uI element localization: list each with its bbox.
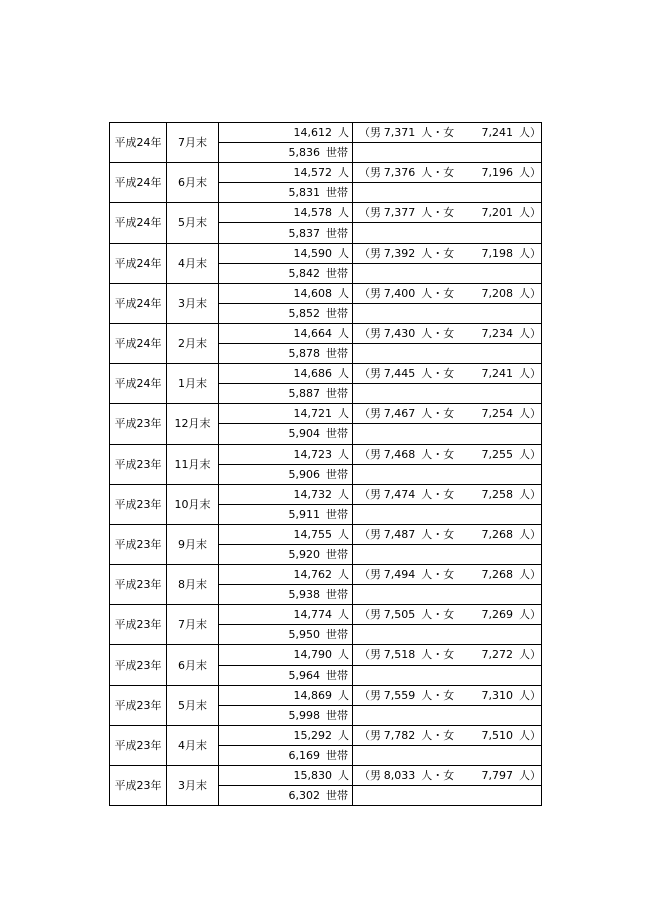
male-prefix-label: （男 [359,326,381,340]
households-value: 5,842 [288,266,320,280]
households-value: 5,831 [288,186,320,200]
closing-person-label: 人） [519,367,541,381]
total-population-cell [219,283,353,303]
male-prefix-label: （男 [359,728,381,742]
person-unit-label: 人 [338,286,349,300]
household-unit-label: 世帯 [326,628,348,642]
male-prefix-label: （男 [359,648,381,662]
households-cell [219,504,353,524]
table-row-population [110,685,542,705]
households-value: 6,302 [288,789,320,803]
person-unit-label: 人 [338,407,349,421]
total-population-value: 14,664 [293,326,332,340]
female-prefix-label: 人・女 [421,527,455,541]
table-row-population [110,163,542,183]
household-unit-label: 世帯 [326,306,348,320]
female-prefix-label: 人・女 [421,447,455,461]
female-count-value: 7,258 [481,487,513,501]
person-unit-label: 人 [338,206,349,220]
person-unit-label: 人 [338,688,349,702]
table-row-population [110,524,542,544]
female-count-value: 7,269 [481,608,513,622]
year-cell: 平成23年 [110,725,167,765]
empty-cell [353,585,542,605]
households-cell [219,464,353,484]
table-row-population [110,645,542,665]
empty-cell [353,424,542,444]
table-row-population [110,123,542,143]
year-cell: 平成24年 [110,163,167,203]
female-count-value: 7,208 [481,286,513,300]
male-prefix-label: （男 [359,246,381,260]
male-count-value: 7,392 [383,246,416,260]
closing-person-label: 人） [519,487,541,501]
female-prefix-label: 人・女 [421,487,455,501]
male-count-value: 7,474 [383,487,416,501]
empty-cell [353,786,542,806]
gender-breakdown-cell [353,524,542,544]
household-unit-label: 世帯 [326,427,348,441]
households-value: 5,998 [288,708,320,722]
male-prefix-label: （男 [359,608,381,622]
total-population-cell [219,123,353,143]
households-cell [219,665,353,685]
month-cell: 4月末 [167,725,219,765]
person-unit-label: 人 [338,246,349,260]
year-cell: 平成24年 [110,323,167,363]
person-unit-label: 人 [338,126,349,140]
female-prefix-label: 人・女 [421,326,455,340]
households-cell [219,544,353,564]
male-count-value: 7,376 [383,166,416,180]
household-unit-label: 世帯 [326,588,348,602]
gender-breakdown-cell [353,404,542,424]
person-unit-label: 人 [338,568,349,582]
closing-person-label: 人） [519,326,541,340]
female-prefix-label: 人・女 [421,688,455,702]
total-population-cell [219,444,353,464]
households-cell [219,625,353,645]
household-unit-label: 世帯 [326,387,348,401]
total-population-cell [219,163,353,183]
households-cell [219,384,353,404]
month-cell: 1月末 [167,364,219,404]
month-cell: 10月末 [167,484,219,524]
person-unit-label: 人 [338,728,349,742]
household-unit-label: 世帯 [326,467,348,481]
male-count-value: 7,782 [383,728,416,742]
total-population-value: 14,590 [293,246,332,260]
household-unit-label: 世帯 [326,507,348,521]
households-cell [219,745,353,765]
male-prefix-label: （男 [359,166,381,180]
closing-person-label: 人） [519,126,541,140]
female-count-value: 7,255 [481,447,513,461]
population-table-body [110,123,542,806]
year-cell: 平成24年 [110,283,167,323]
gender-breakdown-cell [353,123,542,143]
table-row-population [110,323,542,343]
male-count-value: 7,430 [383,326,416,340]
year-cell: 平成23年 [110,766,167,806]
table-row-population [110,766,542,786]
households-cell [219,585,353,605]
household-unit-label: 世帯 [326,146,348,160]
closing-person-label: 人） [519,206,541,220]
female-prefix-label: 人・女 [421,286,455,300]
table-row-population [110,404,542,424]
households-value: 5,878 [288,347,320,361]
year-cell: 平成24年 [110,123,167,163]
empty-cell [353,223,542,243]
population-table [109,122,542,806]
households-cell [219,705,353,725]
male-prefix-label: （男 [359,487,381,501]
total-population-cell [219,243,353,263]
total-population-value: 14,790 [293,648,332,662]
total-population-cell [219,605,353,625]
households-cell [219,344,353,364]
gender-breakdown-cell [353,203,542,223]
households-value: 5,964 [288,668,320,682]
closing-person-label: 人） [519,608,541,622]
year-cell: 平成23年 [110,524,167,564]
total-population-cell [219,524,353,544]
total-population-cell [219,565,353,585]
total-population-cell [219,766,353,786]
household-unit-label: 世帯 [326,668,348,682]
male-count-value: 7,505 [383,608,416,622]
female-prefix-label: 人・女 [421,769,455,783]
female-count-value: 7,310 [481,688,513,702]
total-population-value: 14,608 [293,286,332,300]
male-prefix-label: （男 [359,407,381,421]
households-value: 5,906 [288,467,320,481]
male-count-value: 7,377 [383,206,416,220]
households-cell [219,183,353,203]
male-count-value: 7,445 [383,367,416,381]
month-cell: 8月末 [167,565,219,605]
empty-cell [353,625,542,645]
male-count-value: 7,467 [383,407,416,421]
person-unit-label: 人 [338,769,349,783]
year-cell: 平成23年 [110,444,167,484]
households-cell [219,424,353,444]
total-population-cell [219,645,353,665]
table-row-population [110,203,542,223]
male-prefix-label: （男 [359,126,381,140]
year-cell: 平成24年 [110,243,167,283]
gender-breakdown-cell [353,163,542,183]
female-prefix-label: 人・女 [421,608,455,622]
empty-cell [353,303,542,323]
table-row-population [110,364,542,384]
households-value: 5,938 [288,588,320,602]
household-unit-label: 世帯 [326,347,348,361]
male-prefix-label: （男 [359,286,381,300]
female-count-value: 7,510 [481,728,513,742]
month-cell: 9月末 [167,524,219,564]
closing-person-label: 人） [519,688,541,702]
household-unit-label: 世帯 [326,708,348,722]
empty-cell [353,665,542,685]
female-count-value: 7,234 [481,326,513,340]
total-population-value: 15,830 [293,769,332,783]
male-prefix-label: （男 [359,367,381,381]
male-prefix-label: （男 [359,447,381,461]
person-unit-label: 人 [338,367,349,381]
female-count-value: 7,196 [481,166,513,180]
year-cell: 平成24年 [110,203,167,243]
female-count-value: 7,201 [481,206,513,220]
empty-cell [353,504,542,524]
empty-cell [353,745,542,765]
year-cell: 平成23年 [110,404,167,444]
empty-cell [353,544,542,564]
total-population-value: 14,721 [293,407,332,421]
gender-breakdown-cell [353,565,542,585]
female-prefix-label: 人・女 [421,728,455,742]
table-row-population [110,605,542,625]
table-row-population [110,283,542,303]
female-prefix-label: 人・女 [421,367,455,381]
male-prefix-label: （男 [359,206,381,220]
households-value: 5,836 [288,146,320,160]
female-prefix-label: 人・女 [421,568,455,582]
month-cell: 6月末 [167,645,219,685]
female-prefix-label: 人・女 [421,166,455,180]
empty-cell [353,384,542,404]
month-cell: 11月末 [167,444,219,484]
closing-person-label: 人） [519,286,541,300]
gender-breakdown-cell [353,364,542,384]
empty-cell [353,183,542,203]
month-cell: 6月末 [167,163,219,203]
closing-person-label: 人） [519,166,541,180]
male-prefix-label: （男 [359,688,381,702]
month-cell: 3月末 [167,766,219,806]
total-population-value: 15,292 [293,728,332,742]
month-cell: 5月末 [167,203,219,243]
households-value: 6,169 [288,748,320,762]
household-unit-label: 世帯 [326,226,348,240]
total-population-value: 14,723 [293,447,332,461]
empty-cell [353,344,542,364]
month-cell: 3月末 [167,283,219,323]
month-cell: 7月末 [167,123,219,163]
month-cell: 4月末 [167,243,219,283]
total-population-value: 14,578 [293,206,332,220]
month-cell: 2月末 [167,323,219,363]
total-population-value: 14,732 [293,487,332,501]
year-cell: 平成24年 [110,364,167,404]
gender-breakdown-cell [353,645,542,665]
year-cell: 平成23年 [110,645,167,685]
households-value: 5,852 [288,306,320,320]
female-count-value: 7,241 [481,126,513,140]
closing-person-label: 人） [519,527,541,541]
gender-breakdown-cell [353,283,542,303]
households-cell [219,303,353,323]
male-prefix-label: （男 [359,568,381,582]
month-cell: 5月末 [167,685,219,725]
empty-cell [353,705,542,725]
female-count-value: 7,198 [481,246,513,260]
households-cell [219,263,353,283]
female-count-value: 7,797 [481,769,513,783]
person-unit-label: 人 [338,648,349,662]
male-count-value: 8,033 [383,769,416,783]
closing-person-label: 人） [519,447,541,461]
male-count-value: 7,518 [383,648,416,662]
empty-cell [353,143,542,163]
person-unit-label: 人 [338,166,349,180]
month-cell: 12月末 [167,404,219,444]
closing-person-label: 人） [519,648,541,662]
male-prefix-label: （男 [359,769,381,783]
male-count-value: 7,400 [383,286,416,300]
total-population-value: 14,762 [293,568,332,582]
male-count-value: 7,468 [383,447,416,461]
total-population-value: 14,612 [293,126,332,140]
total-population-cell [219,484,353,504]
female-prefix-label: 人・女 [421,206,455,220]
male-count-value: 7,494 [383,568,416,582]
year-cell: 平成23年 [110,685,167,725]
households-value: 5,920 [288,548,320,562]
male-count-value: 7,371 [383,126,416,140]
households-cell [219,223,353,243]
total-population-cell [219,364,353,384]
table-row-population [110,565,542,585]
household-unit-label: 世帯 [326,548,348,562]
total-population-cell [219,725,353,745]
year-cell: 平成23年 [110,605,167,645]
household-unit-label: 世帯 [326,186,348,200]
year-cell: 平成23年 [110,565,167,605]
gender-breakdown-cell [353,685,542,705]
person-unit-label: 人 [338,447,349,461]
households-cell [219,786,353,806]
person-unit-label: 人 [338,487,349,501]
closing-person-label: 人） [519,769,541,783]
person-unit-label: 人 [338,608,349,622]
female-count-value: 7,254 [481,407,513,421]
empty-cell [353,263,542,283]
gender-breakdown-cell [353,484,542,504]
female-prefix-label: 人・女 [421,126,455,140]
person-unit-label: 人 [338,326,349,340]
female-count-value: 7,272 [481,648,513,662]
total-population-value: 14,686 [293,367,332,381]
households-value: 5,904 [288,427,320,441]
gender-breakdown-cell [353,243,542,263]
total-population-cell [219,404,353,424]
total-population-value: 14,774 [293,608,332,622]
gender-breakdown-cell [353,725,542,745]
total-population-cell [219,685,353,705]
year-cell: 平成23年 [110,484,167,524]
female-prefix-label: 人・女 [421,648,455,662]
female-count-value: 7,241 [481,367,513,381]
male-prefix-label: （男 [359,527,381,541]
female-count-value: 7,268 [481,568,513,582]
gender-breakdown-cell [353,605,542,625]
male-count-value: 7,487 [383,527,416,541]
female-count-value: 7,268 [481,527,513,541]
closing-person-label: 人） [519,568,541,582]
gender-breakdown-cell [353,766,542,786]
table-row-population [110,444,542,464]
total-population-value: 14,572 [293,166,332,180]
total-population-value: 14,869 [293,688,332,702]
household-unit-label: 世帯 [326,789,348,803]
household-unit-label: 世帯 [326,266,348,280]
table-row-population [110,725,542,745]
total-population-value: 14,755 [293,527,332,541]
households-value: 5,911 [288,507,320,521]
closing-person-label: 人） [519,407,541,421]
gender-breakdown-cell [353,444,542,464]
households-value: 5,950 [288,628,320,642]
household-unit-label: 世帯 [326,748,348,762]
table-row-population [110,484,542,504]
total-population-cell [219,323,353,343]
households-cell [219,143,353,163]
female-prefix-label: 人・女 [421,246,455,260]
female-prefix-label: 人・女 [421,407,455,421]
total-population-cell [219,203,353,223]
households-value: 5,837 [288,226,320,240]
households-value: 5,887 [288,387,320,401]
closing-person-label: 人） [519,246,541,260]
closing-person-label: 人） [519,728,541,742]
table-row-population [110,243,542,263]
gender-breakdown-cell [353,323,542,343]
month-cell: 7月末 [167,605,219,645]
male-count-value: 7,559 [383,688,416,702]
empty-cell [353,464,542,484]
person-unit-label: 人 [338,527,349,541]
